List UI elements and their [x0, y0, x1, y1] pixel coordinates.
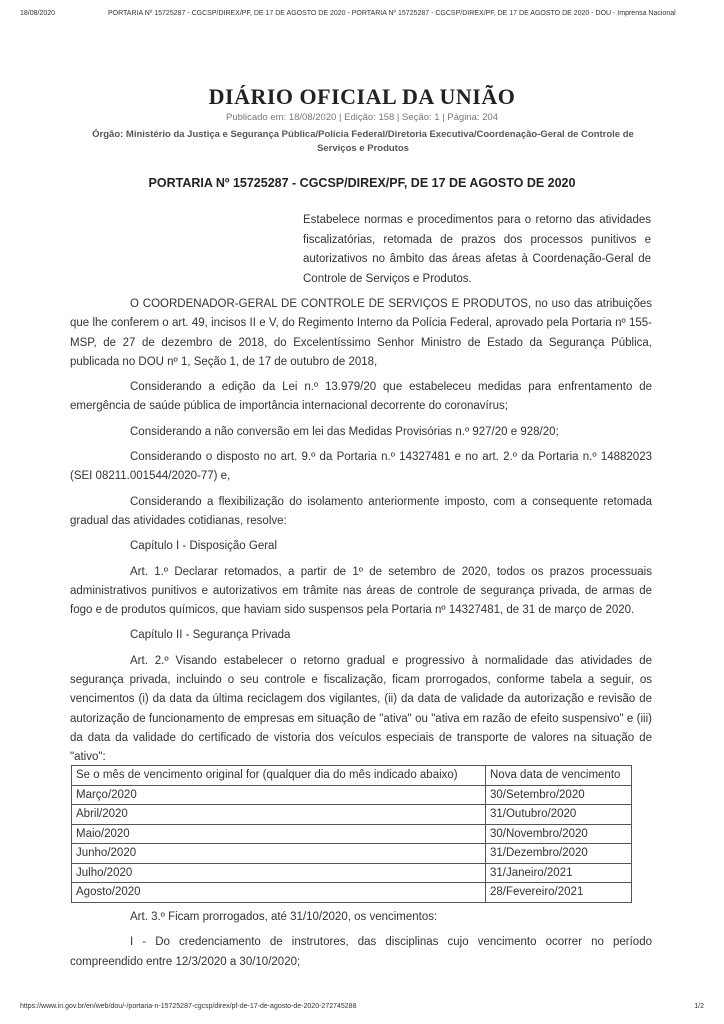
table-cell: 30/Novembro/2020	[486, 824, 632, 844]
table-cell: Março/2020	[72, 785, 486, 805]
table-row	[72, 824, 632, 844]
considerando-paragraph: Considerando a flexibilização do isolamento anteriormente imposto, com a consequente retomada gradual das atividades cotidianas, resolve:	[70, 495, 652, 527]
chapter-heading: Capítulo II - Segurança Privada	[130, 629, 291, 642]
masthead-title: DIÁRIO OFICIAL DA UNIÃO	[208, 84, 516, 109]
article-paragraph: I - Do credenciamento de instrutores, das disciplinas cujo vencimento ocorrer no período compreendido entre 12/3/2020 a 30/10/2020;	[70, 936, 652, 968]
table-header-cell: Nova data de vencimento	[486, 766, 632, 786]
table-cell: Junho/2020	[72, 844, 486, 864]
table-cell: 31/Dezembro/2020	[486, 844, 632, 864]
chapter-heading: Capítulo I - Disposição Geral	[130, 540, 278, 553]
publication-info: Publicado em: 18/08/2020 | Edição: 158 | Seção: 1 | Página: 204	[225, 112, 498, 123]
article-paragraph: Art. 2.º Visando estabelecer o retorno gradual e progressivo à normalidade das atividades de segurança privada, incluindo o seu controle e fiscalização, ficam prorrogados, conforme tabela a seguir, os vencimentos (i) da data da última reciclagem dos vigilantes, (ii) da data de validade da autorização e revisão de autorização de funcionamento de empresas em situação de "ativa" ou "ativa em razão de efeito suspensivo" e (iii) da data da validade do certificado de vistoria dos veículos especiais de transporte de valores na situação de "ativo":	[70, 654, 652, 764]
ementa: Estabelece normas e procedimentos para o retorno das atividades fiscalizatórias, retomada de prazos dos processos punitivos e autorizativos no âmbito das áreas afetas à Coordenação-Geral de Controle de Serviços e Produtos.	[303, 214, 651, 285]
print-url: https://www.in.gov.br/en/web/dou/-/portaria-n-15725287-cgcsp/direx/pf-de-17-de-agosto-de-2020-272745288	[20, 1003, 357, 1010]
print-page-number: 1/2	[694, 1003, 704, 1010]
table-row	[72, 844, 632, 864]
issuing-agency: Órgão: Ministério da Justiça e Segurança Pública/Polícia Federal/Diretoria Executiva/Coordenação-Geral de Controle de Serviços e Produtos	[92, 129, 634, 154]
table-row	[72, 883, 632, 903]
document-body	[70, 295, 652, 774]
preamble-paragraph: O COORDENADOR-GERAL DE CONTROLE DE SERVIÇOS E PRODUTOS, no uso das atribuições que lhe conferem o art. 49, incisos II e V, do Regimento Interno da Polícia Federal, aprovado pela Portaria nº 155-MSP, de 27 de dezembro de 2018, do Excelentíssimo Senhor Ministro de Estado da Segurança Pública, publicada no DOU nº 1, Seção 1, de 17 de outubro de 2018,	[70, 298, 652, 368]
table-cell: Agosto/2020	[72, 883, 486, 903]
table-cell: 30/Setembro/2020	[486, 785, 632, 805]
table-cell: Maio/2020	[72, 824, 486, 844]
article-paragraph: Art. 1.º Declarar retomados, a partir de 1º de setembro de 2020, todos os prazos processuais administrativos punitivos e autorizativos em trâmite nas áreas de controle de segurança privada, de armas de fogo e de produtos químicos, que haviam sido suspensos pela Portaria nº 14327481, de 31 de março de 2020.	[70, 565, 652, 617]
table-cell: 31/Outubro/2020	[486, 805, 632, 825]
table-cell: Julho/2020	[72, 863, 486, 883]
table-header-cell: Se o mês de vencimento original for (qualquer dia do mês indicado abaixo)	[72, 766, 486, 786]
document-body-continued	[70, 908, 652, 978]
article-paragraph: Art. 3.º Ficam prorrogados, até 31/10/2020, os vencimentos:	[130, 911, 438, 923]
expiration-table	[71, 765, 632, 903]
table-cell: 31/Janeiro/2021	[486, 863, 632, 883]
table-row	[72, 805, 632, 825]
table-header-row	[72, 766, 632, 786]
table-cell: 28/Fevereiro/2021	[486, 883, 632, 903]
table-row	[72, 785, 632, 805]
portaria-title: PORTARIA Nº 15725287 - CGCSP/DIREX/PF, DE 17 DE AGOSTO DE 2020	[148, 176, 576, 190]
considerando-paragraph: Considerando a edição da Lei n.º 13.979/20 que estabeleceu medidas para enfrentamento de emergência de saúde pública de importância internacional decorrente do coronavírus;	[70, 381, 652, 413]
table-row	[72, 863, 632, 883]
table-cell: Abril/2020	[72, 805, 486, 825]
print-date: 18/08/2020	[20, 10, 56, 17]
considerando-paragraph: Considerando o disposto no art. 9.º da Portaria n.º 14327481 e no art. 2.º da Portaria n.º 14882023 (SEI 08211.001544/2020-77) e,	[70, 451, 652, 483]
print-page-title: PORTARIA Nº 15725287 - CGCSP/DIREX/PF, DE 17 DE AGOSTO DE 2020 - PORTARIA Nº 15725287 - CGCSP/DIREX/PF, DE 17 DE AGOSTO DE 2020 - DOU - Imprensa Nacional	[108, 10, 676, 17]
considerando-paragraph: Considerando a não conversão em lei das Medidas Provisórias n.º 927/20 e 928/20;	[130, 425, 559, 438]
